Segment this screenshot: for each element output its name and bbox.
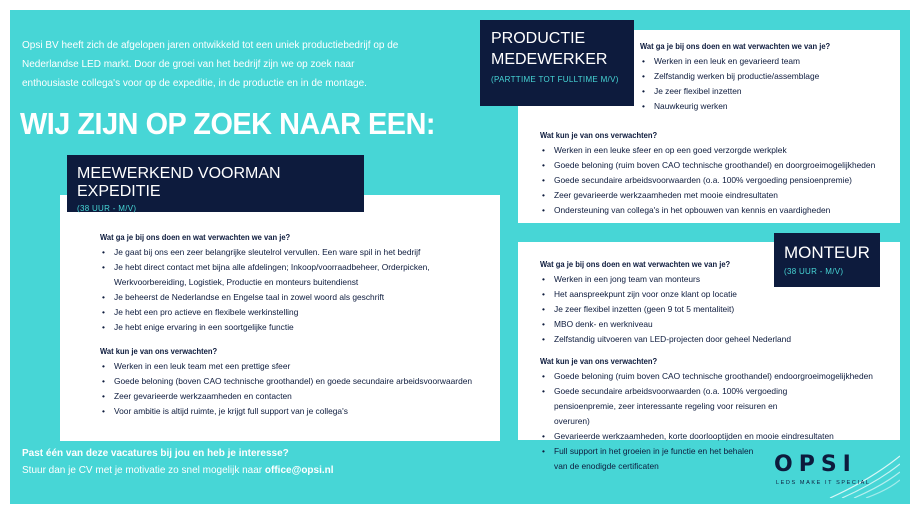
- list-item: • Voor ambitie is altijd ruimte, je krijgt full support van je collega's: [100, 404, 490, 419]
- list-item: • Werken in een leuk en gevarieerd team: [640, 54, 895, 69]
- monteur-title-tag: [774, 233, 880, 287]
- headline: WIJ ZIJN OP ZOEK NAAR EEN:: [20, 106, 436, 141]
- list-item: • Je zeer flexibel inzetten: [640, 84, 895, 99]
- list-item: • Zeer gevarieerde werkzaamheden met mooie eindresultaten: [540, 188, 896, 203]
- productie-hours: (PARTTIME TOT FULLTIME M/V): [491, 75, 619, 84]
- monteur-offer-title: Wat kun je van ons verwachten?: [540, 357, 658, 366]
- list-item: • Full support in het groeien in je functie en het behalen van de enodigde certificaten: [540, 444, 754, 474]
- list-item: • Je hebt enige ervaring in een soortgelijke functie: [100, 320, 490, 335]
- voorman-card: [60, 195, 500, 441]
- list-item: • Goede beloning (ruim boven CAO technische groothandel) en doorgroeimogelijkheden: [540, 158, 896, 173]
- list-item: • Goede beloning (boven CAO technische groothandel) en goede secundaire arbeidsvoorwaarden: [100, 374, 490, 389]
- footer-send-text: Stuur dan je CV met je motivatie zo snel mogelijk naar: [22, 465, 263, 476]
- voorman-title-tag: [67, 155, 364, 212]
- list-item: • Zelfstandig uitvoeren van LED-projecten door geheel Nederland: [540, 332, 896, 347]
- list-item: • Zeer gevarieerde werkzaamheden en contacten: [100, 389, 490, 404]
- monteur-title: MONTEUR: [784, 243, 870, 262]
- list-item: • Werken in een jong team van monteurs: [540, 272, 896, 287]
- email-link[interactable]: office@opsi.nl: [264, 465, 334, 476]
- logo-word: OPSI: [774, 452, 857, 477]
- voorman-offer-title: Wat kun je van ons verwachten?: [100, 347, 218, 356]
- footer-send: [22, 465, 334, 476]
- list-item: • Goede secundaire arbeidsvoorwaarden (o.a. 100% vergoeding pensioenpremie): [540, 173, 896, 188]
- voorman-tasks-title: Wat ga je bij ons doen en wat verwachten we van je?: [100, 233, 291, 242]
- list-item: • Goede secundaire arbeidsvoorwaarden (o.a. 100% vergoeding pensioenpremie, zeer interessante regeling voor reisuren en overuren): [540, 384, 804, 429]
- productie-title-line2: MEDEWERKER: [491, 51, 608, 68]
- productie-tasks-list: [640, 54, 895, 114]
- footer-question: Past één van deze vacatures bij jou en heb je interesse?: [22, 448, 289, 459]
- list-item: • Zelfstandig werken bij productie/assemblage: [640, 69, 895, 84]
- productie-offer-list: [540, 143, 896, 218]
- productie-title-line1: PRODUCTIE: [491, 30, 586, 47]
- list-item: • Werken in een leuk team met een prettige sfeer: [100, 359, 490, 374]
- monteur-tasks-title: Wat ga je bij ons doen en wat verwachten we van je?: [540, 260, 731, 269]
- voorman-title: MEEWERKEND VOORMAN EXPEDITIE: [77, 165, 281, 200]
- opsi-logo: [770, 450, 900, 498]
- voorman-tasks-list: [100, 245, 490, 335]
- list-item: • Je gaat bij ons een zeer belangrijke sleutelrol vervullen. Een ware spil in het bedrijf: [100, 245, 490, 260]
- voorman-hours: (38 UUR - M/V): [77, 204, 137, 213]
- list-item: • Nauwkeurig werken: [640, 99, 895, 114]
- productie-tasks-title: Wat ga je bij ons doen en wat verwachten we van je?: [640, 42, 831, 51]
- monteur-hours: (38 UUR - M/V): [784, 267, 844, 276]
- logo-slogan: LEDS MAKE IT SPECIAL: [776, 480, 871, 486]
- vacancy-poster: [10, 10, 910, 504]
- list-item: • Je hebt een pro actieve en flexibele werkinstelling: [100, 305, 490, 320]
- list-item: • Het aanspreekpunt zijn voor onze klant op locatie: [540, 287, 896, 302]
- productie-title-tag: [480, 20, 634, 106]
- voorman-offer-list: [100, 359, 490, 419]
- list-item: • Je hebt direct contact met bijna alle afdelingen; Inkoop/voorraadbeheer, Orderpicken, Werkvoorbereiding, Logistiek, Productie en monteurs buitendienst: [100, 260, 490, 290]
- intro-text: Opsi BV heeft zich de afgelopen jaren ontwikkeld tot een uniek productiebedrijf op de Nederlandse LED markt. Door de groei van het bedrijf zijn we op zoek naar enthousiaste collega's voor op de expeditie, in de productie en in de montage.: [22, 40, 399, 89]
- list-item: • MBO denk- en werkniveau: [540, 317, 896, 332]
- list-item: • Je beheerst de Nederlandse en Engelse taal in zowel woord als geschrift: [100, 290, 490, 305]
- productie-offer-title: Wat kun je van ons verwachten?: [540, 131, 658, 140]
- list-item: • Ondersteuning van collega's in het opbouwen van kennis en vaardigheden: [540, 203, 896, 218]
- list-item: • Gevarieerde werkzaamheden, korte doorlooptijden en mooie eindresultaten: [540, 429, 894, 444]
- list-item: • Goede beloning (ruim boven CAO technische groothandel) endoorgroeimogelijkheden: [540, 369, 894, 384]
- list-item: • Werken in een leuke sfeer en op een goed verzorgde werkplek: [540, 143, 896, 158]
- list-item: • Je zeer flexibel inzetten (geen 9 tot 5 mentaliteit): [540, 302, 896, 317]
